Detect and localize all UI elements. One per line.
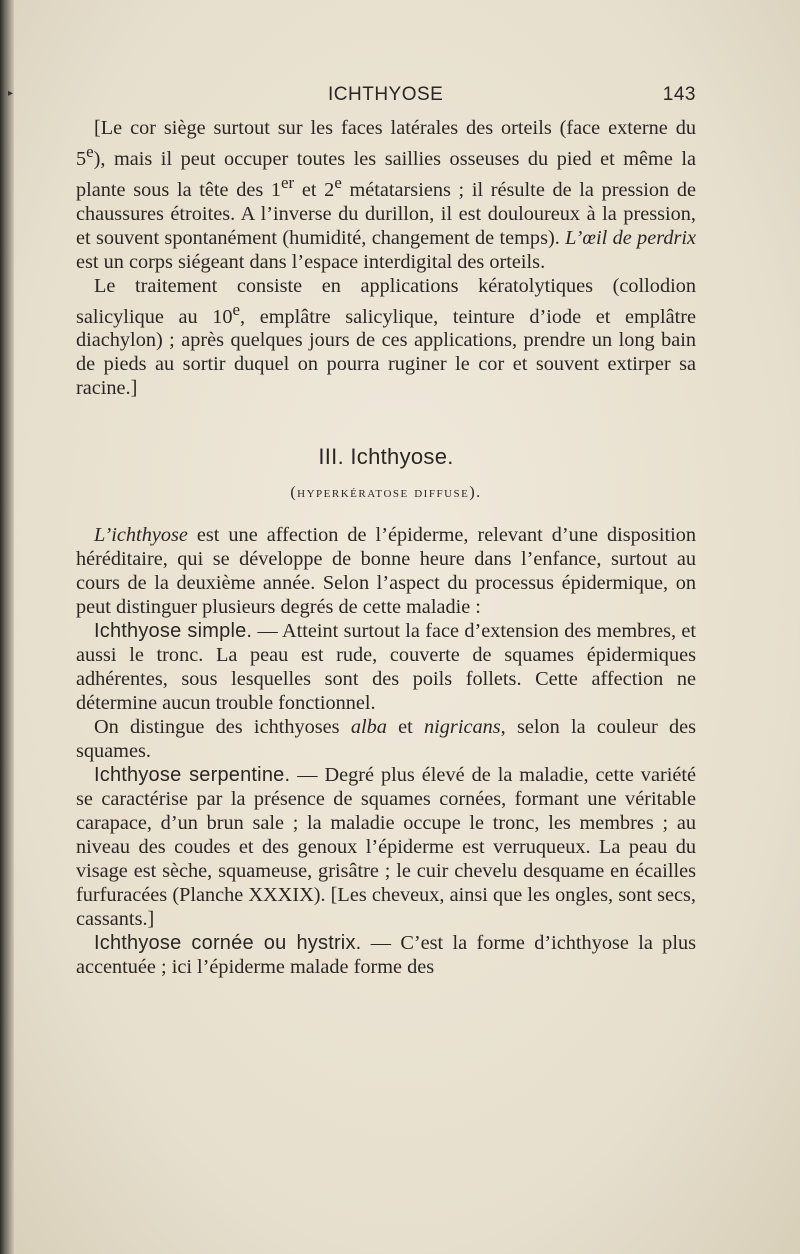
text-span: ), mais il peut occuper toutes les saillies osseuses du pied et même la plante sous la tête des 1 [76, 147, 696, 201]
italic-term: L’œil de perdrix [565, 226, 697, 249]
text-span: — Atteint surtout la face d’extension des membres, et aussi le tronc. La peau est rude, couverte de squames épidermiques adhérentes, sous lesquelles sont des poils follets. Cette affection ne détermine aucun trouble fonctionnel. [76, 620, 696, 715]
paragraph-ichthyose-simple [76, 619, 696, 715]
text-span: est un corps siégeant dans l’espace interdigital des orteils. [76, 250, 546, 273]
section-subtitle: (hyperkératose diffuse). [290, 484, 482, 502]
superscript: e [334, 172, 342, 192]
paragraph-intro [76, 523, 696, 619]
text-span: — Degré plus élevé de la maladie, cette variété se caractérise par la présence de squames cornées, formant une véritable carapace, d’un brun sale ; la maladie occupe le tronc, les membres ; au niveau des coudes et des genoux l’épiderme est verruqueux. La peau du visage est sèche, squameuse, grisâtre ; le cuir chevelu desquame en écailles furfuracées (Planche XXXIX). [Les cheveux, ainsi que les ongles, sont secs, cassants.] [76, 764, 696, 931]
page-body [76, 116, 696, 979]
text-span: et 2 [294, 178, 335, 201]
page-number: 143 [662, 84, 696, 105]
text-span: On distingue des ichthyoses [94, 716, 351, 739]
paragraph-ichthyose-cornee [76, 931, 696, 979]
text-span: — C’est la forme d’ichthyose la plus accentuée ; ici l’épiderme malade forme des [76, 932, 696, 979]
superscript: er [281, 172, 295, 192]
binding-edge [0, 0, 14, 1254]
text-span: Le traitement consiste en applications kératolytiques (collodion salicylique au 10 [76, 274, 696, 328]
text-span: est une affection de l’épiderme, relevant d’une disposition héréditaire, qui se développe de bonne heure dans l’enfance, surtout au cours de la deuxième année. Selon l’aspect du processus épidermique, on peut distinguer plusieurs degrés de cette maladie : [76, 524, 696, 619]
text-span: [Le cor siège surtout sur les faces latérales des orteils (face externe du 5 [76, 117, 696, 170]
paragraph-ichthyose-serpentine [76, 763, 696, 931]
italic-term: nigricans [424, 716, 501, 739]
text-span: , selon la couleur des squames. [76, 716, 697, 763]
text-span: et [386, 716, 425, 739]
paragraph-traitement [76, 274, 696, 401]
subheading: Ichthyose cornée ou hystrix. [94, 932, 362, 955]
text-span: métatarsiens ; il résulte de la pression de chaussures étroites. A l’inverse du durillon, il est douloureux à la pression, et souvent spontanément (humidité, changement de temps). [76, 178, 697, 249]
subheading: Ichthyose serpentine. [94, 764, 291, 787]
superscript: e [86, 142, 94, 161]
margin-mark: ▸ [8, 88, 14, 99]
paragraph-cor [76, 116, 696, 274]
running-header [76, 84, 696, 108]
section-title: III. Ichthyose. [318, 444, 454, 470]
superscript: e [232, 299, 241, 319]
paragraph-alba-nigricans [76, 715, 696, 763]
subheading: Ichthyose simple. [94, 620, 253, 643]
italic-term: L’ichthyose [94, 524, 188, 547]
text-span: , emplâtre salicylique, teinture d’iode et emplâtre diachylon) ; après quelques jours de ces applications, prendre un long bain de pieds au sortir duquel on pourra ruginer le cor et souvent extirper sa racine.] [76, 305, 696, 400]
italic-term: alba [350, 716, 387, 739]
running-title: ICHTHYOSE [328, 84, 444, 105]
